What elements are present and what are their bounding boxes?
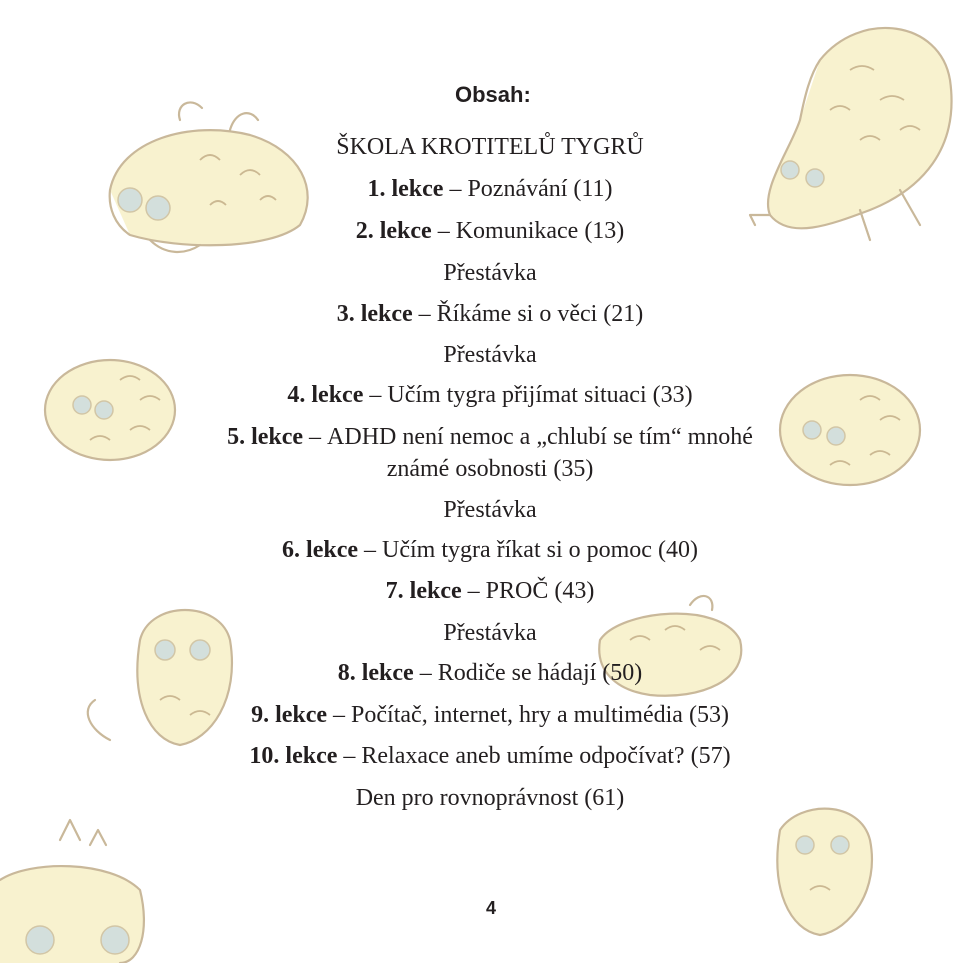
lesson-label: 7. lekce <box>385 578 462 604</box>
lesson-label: 8. lekce <box>337 660 414 686</box>
entry-text: Poznávání (11) <box>467 176 613 202</box>
entry-text: ADHD není nemoc a „chlubí se tím“ mnohé <box>327 424 753 450</box>
entry-text: Rodiče se hádají (50) <box>437 660 643 686</box>
entry-text: Říkáme si o věci (21) <box>436 301 644 327</box>
dash: – <box>449 176 462 202</box>
toc-entry-final: Den pro rovnoprávnost (61) <box>355 785 625 811</box>
entry-text: Učím tygra říkat si o pomoc (40) <box>382 537 698 563</box>
dash: – <box>369 382 382 408</box>
toc-entry-break-2: Přestávka <box>443 342 537 368</box>
entry-text: PROČ (43) <box>485 578 595 604</box>
lesson-label: 2. lekce <box>355 218 432 244</box>
toc-entry-2 <box>0 217 960 245</box>
entry-text: Komunikace (13) <box>455 218 625 244</box>
lesson-label: 9. lekce <box>251 702 328 728</box>
lesson-label: 1. lekce <box>367 176 444 202</box>
dash: – <box>343 743 356 769</box>
toc-entry-8 <box>0 659 960 687</box>
entry-text: Počítač, internet, hry a multimédia (53) <box>351 702 729 728</box>
toc-entry-6 <box>0 536 960 564</box>
page-number: 4 <box>485 898 496 918</box>
lesson-label: 10. lekce <box>249 743 338 769</box>
dash: – <box>437 218 450 244</box>
toc-entry-5-continuation: známé osobnosti (35) <box>386 456 594 482</box>
contents-heading: Obsah: <box>455 82 531 107</box>
toc-entry-9 <box>0 701 960 729</box>
dash: – <box>419 660 432 686</box>
toc-entry-7 <box>0 577 960 605</box>
toc-entry-1 <box>0 175 960 203</box>
toc-entry-4 <box>0 381 960 409</box>
dash: – <box>309 424 322 450</box>
toc-entry-10 <box>0 742 960 770</box>
dash: – <box>333 702 346 728</box>
entry-text: Učím tygra přijímat situaci (33) <box>387 382 693 408</box>
entry-text: Relaxace aneb umíme odpočívat? (57) <box>361 743 731 769</box>
lesson-label: 3. lekce <box>336 301 413 327</box>
book-title: ŠKOLA KROTITELŮ TYGRŮ <box>336 134 644 160</box>
dash: – <box>418 301 431 327</box>
lesson-label: 5. lekce <box>227 424 304 450</box>
toc-entry-break-3: Přestávka <box>443 497 537 523</box>
dash: – <box>467 578 480 604</box>
dash: – <box>364 537 377 563</box>
lesson-label: 6. lekce <box>282 537 359 563</box>
toc-entry-5 <box>0 423 960 451</box>
toc-entry-break-4: Přestávka <box>443 620 537 646</box>
lesson-label: 4. lekce <box>287 382 364 408</box>
toc-entry-break-1: Přestávka <box>443 260 537 286</box>
toc-entry-3 <box>0 300 960 328</box>
